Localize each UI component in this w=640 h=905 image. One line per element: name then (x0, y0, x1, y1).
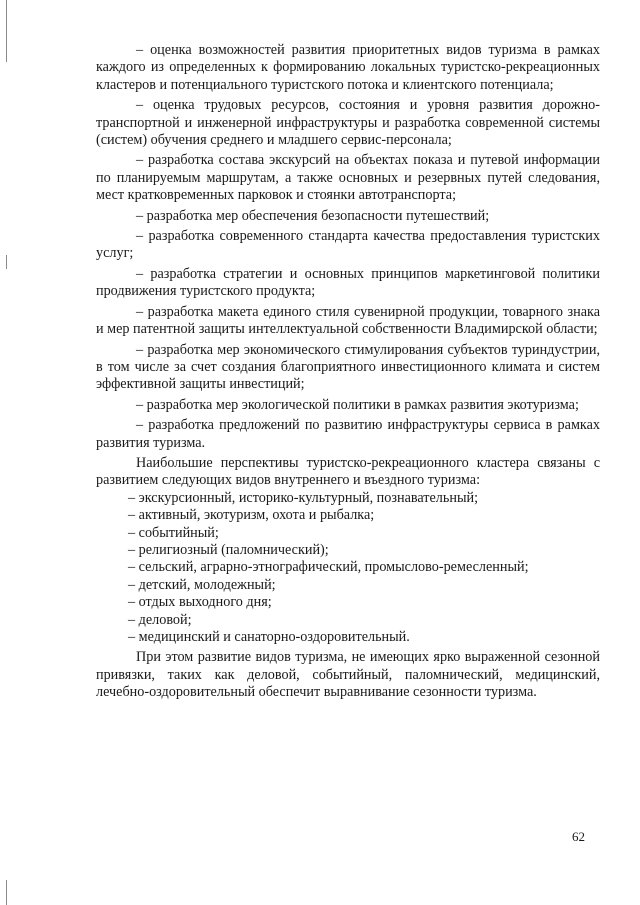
binding-edge-mark (6, 0, 7, 62)
paragraph: – разработка современного стандарта качества предоставления туристских услуг; (96, 228, 600, 262)
binding-edge-mark (6, 880, 7, 905)
list-item: – активный, экотуризм, охота и рыбалка; (128, 507, 375, 524)
paragraph: – разработка мер обеспечения безопасности путешествий; (136, 207, 490, 224)
paragraph: – оценка возможностей развития приоритетных видов туризма в рамках каждого из определенных к формированию локальных туристско-рекреационных кластеров и потенциального туристского потока и клиентского потенциала; (96, 42, 600, 93)
paragraph: – разработка мер экономического стимулирования субъектов туриндустрии, в том числе за счет создания благоприятного инвестиционного климата и систем эффективной защиты инвестиций; (96, 341, 600, 393)
paragraph: – разработка предложений по развитию инфраструктуры сервиса в рамках развития туризма. (96, 417, 600, 451)
paragraph: – разработка состава экскурсий на объектах показа и путевой информации по планируемым маршрутам, а также основных и резервных путей следования, мест кратковременных парковок и стоянки автотранспорта; (96, 152, 600, 204)
list-item: – религиозный (паломнический); (128, 541, 329, 558)
binding-edge-mark (6, 255, 7, 269)
paragraph: – разработка мер экологической политики в рамках развития экотуризма; (136, 396, 579, 413)
paragraph: Наибольшие перспективы туристско-рекреационного кластера связаны с развитием следующих видов внутреннего и въездного туризма: (96, 454, 600, 489)
closing-paragraph: При этом развитие видов туризма, не имеющих ярко выраженной сезонной привязки, таких как деловой, событийный, паломнический, медицинский, лечебно-оздоровительный обеспечит выравнивание сезонности туризма. (96, 649, 600, 701)
page-number: 62 (572, 829, 585, 844)
paragraph: – разработка макета единого стиля сувенирной продукции, товарного знака и мер патентной защиты интеллектуальной собственности Владимирской области; (96, 303, 600, 338)
paragraph: – разработка стратегии и основных принципов маркетинговой политики продвижения туристского продукта; (96, 265, 600, 300)
list-item: – экскурсионный, историко-культурный, познавательный; (128, 489, 479, 506)
list-item: – событийный; (128, 524, 219, 541)
list-item: – деловой; (128, 611, 192, 628)
list-item: – медицинский и санаторно-оздоровительный. (128, 629, 410, 645)
list-item: – детский, молодежный; (128, 576, 276, 593)
list-item: – сельский, аграрно-этнографический, промыслово-ремесленный; (128, 559, 529, 576)
paragraph: – оценка трудовых ресурсов, состояния и уровня развития дорожно-транспортной и инженерной инфраструктуры и разработка современной системы (систем) обучения среднего и младшего сервис-персонала; (96, 97, 600, 149)
body-text (96, 42, 600, 702)
list-item: – отдых выходного дня; (128, 594, 272, 611)
